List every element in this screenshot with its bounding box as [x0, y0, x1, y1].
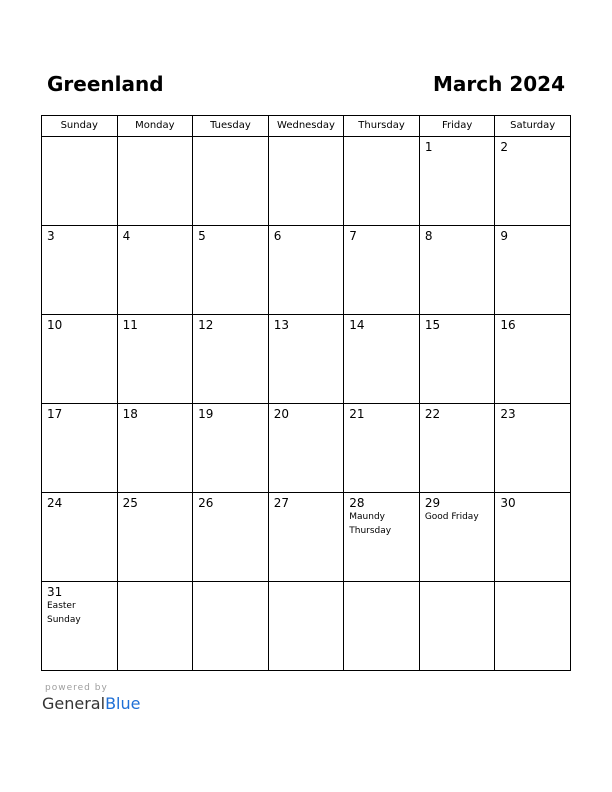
day-number: 19 [198, 407, 214, 421]
day-number: 9 [500, 229, 509, 243]
weekday-header: Tuesday [193, 116, 269, 137]
day-cell [117, 404, 193, 493]
day-cell [193, 137, 269, 226]
day-number: 15 [424, 318, 441, 332]
day-number: 27 [273, 496, 289, 510]
day-cell [117, 226, 193, 315]
day-number [420, 582, 495, 585]
day-cell [193, 404, 269, 493]
day-cell [117, 493, 193, 582]
day-number: 28 [349, 496, 365, 510]
day-cell [193, 226, 269, 315]
weekday-header: Friday [419, 116, 495, 137]
day-number: 24 [47, 496, 63, 510]
day-number: 1 [424, 140, 433, 154]
day-number: 23 [500, 407, 516, 421]
day-number: 30 [500, 496, 516, 510]
day-cell [42, 315, 118, 404]
brand-part-blue: Blue [105, 694, 141, 713]
month-year-title: March 2024 [433, 72, 565, 96]
day-number: 5 [198, 229, 206, 243]
day-number: 20 [273, 407, 289, 421]
day-cell [344, 226, 420, 315]
holiday-label: Easter Sunday [47, 601, 81, 625]
day-cell [419, 226, 495, 315]
day-cell [344, 493, 420, 582]
day-cell [495, 493, 571, 582]
day-cell [268, 315, 344, 404]
day-number: 29 [424, 496, 441, 510]
week-row [42, 404, 571, 493]
day-number [193, 137, 268, 140]
day-cell [42, 493, 118, 582]
weekday-header: Sunday [42, 116, 118, 137]
day-number: 16 [500, 318, 516, 332]
country-title: Greenland [47, 72, 164, 96]
day-number [118, 137, 193, 140]
day-number: 12 [198, 318, 214, 332]
day-number: 11 [122, 318, 138, 332]
day-number: 18 [122, 407, 138, 421]
day-cell [42, 137, 118, 226]
day-number: 13 [273, 318, 289, 332]
week-row [42, 315, 571, 404]
day-number: 10 [47, 318, 63, 332]
weekday-header: Monday [117, 116, 193, 137]
day-number: 25 [122, 496, 138, 510]
day-cell [344, 582, 420, 671]
day-cell [193, 315, 269, 404]
day-cell [495, 226, 571, 315]
day-cell [495, 404, 571, 493]
day-cell [419, 315, 495, 404]
day-cell [42, 582, 118, 671]
day-cell [268, 404, 344, 493]
day-cell [268, 137, 344, 226]
week-row [42, 137, 571, 226]
day-number: 14 [349, 318, 365, 332]
day-number [495, 582, 570, 585]
powered-by-text: powered by [45, 683, 108, 693]
day-number: 17 [47, 407, 63, 421]
day-number: 21 [349, 407, 365, 421]
holiday-label: Maundy Thursday [349, 512, 392, 536]
week-row [42, 582, 571, 671]
weekday-header: Wednesday [268, 116, 344, 137]
day-number [118, 582, 193, 585]
weekday-header: Thursday [344, 116, 420, 137]
day-cell [117, 582, 193, 671]
weekday-header: Saturday [495, 116, 571, 137]
day-number [42, 137, 117, 140]
day-cell [344, 315, 420, 404]
day-cell [42, 226, 118, 315]
day-number [269, 137, 344, 140]
day-cell [117, 137, 193, 226]
day-cell [495, 137, 571, 226]
day-number [193, 582, 268, 585]
week-row [42, 226, 571, 315]
day-cell [193, 582, 269, 671]
day-cell [344, 404, 420, 493]
weekday-header-row [42, 116, 571, 137]
day-cell [193, 493, 269, 582]
day-cell [419, 493, 495, 582]
day-cell [117, 315, 193, 404]
week-row [42, 493, 571, 582]
day-cell [42, 404, 118, 493]
day-cell [344, 137, 420, 226]
day-cell [419, 582, 495, 671]
calendar-grid [41, 115, 571, 671]
day-number: 22 [424, 407, 441, 421]
day-number: 26 [198, 496, 214, 510]
day-number [344, 582, 419, 585]
day-number: 6 [273, 229, 282, 243]
day-number: 3 [47, 229, 55, 243]
day-number: 8 [424, 229, 433, 243]
day-cell [268, 226, 344, 315]
day-number [269, 582, 344, 585]
generalblue-logo[interactable] [42, 694, 140, 714]
day-number [344, 137, 419, 140]
day-cell [419, 137, 495, 226]
holiday-label: Good Friday [424, 512, 479, 522]
day-cell [495, 315, 571, 404]
day-cell [268, 493, 344, 582]
day-number: 4 [122, 229, 131, 243]
brand-part-general: General [42, 694, 106, 713]
day-number: 2 [500, 140, 509, 154]
day-number: 7 [349, 229, 357, 243]
day-cell [495, 582, 571, 671]
day-cell [419, 404, 495, 493]
day-cell [268, 582, 344, 671]
day-number: 31 [47, 585, 63, 599]
